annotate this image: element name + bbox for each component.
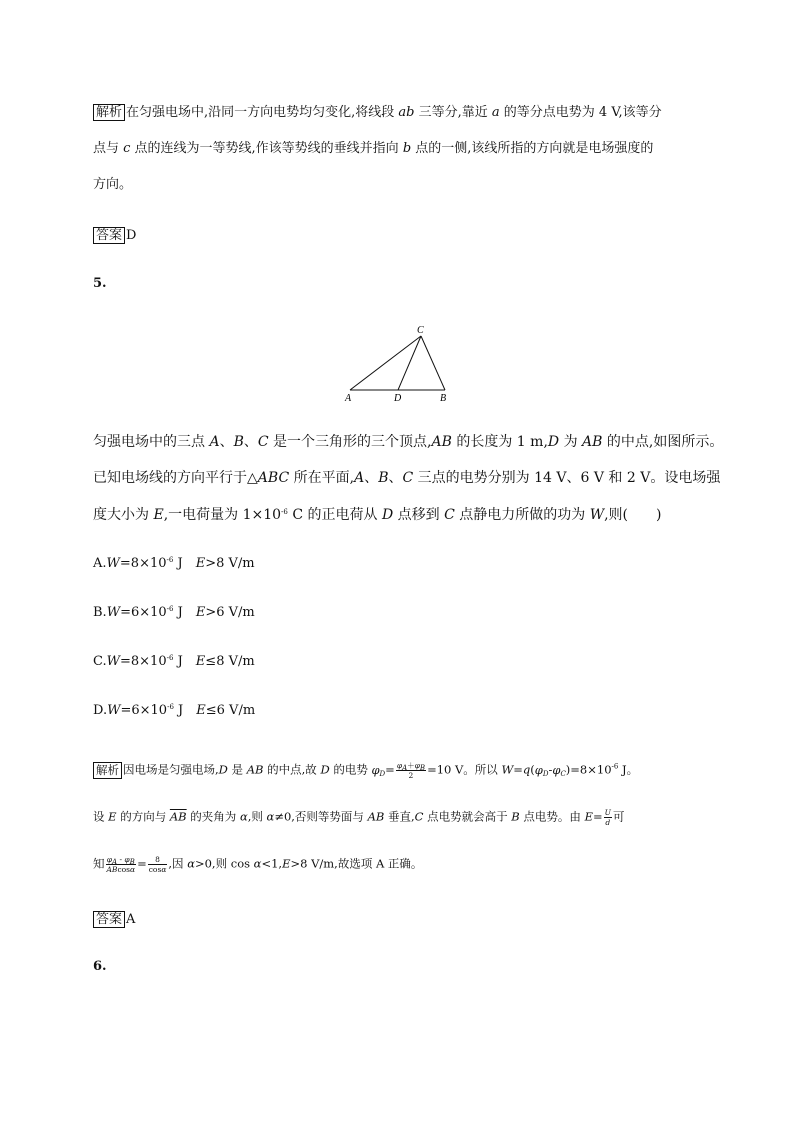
label-d: D (394, 393, 402, 404)
q5-analysis-line-3: 知 $\frac{\varphi_A - \varphi_B}{ABcos\alpha}$ = $\frac{8}{\cos\alpha}$ ,因 α>0,则 cos α<1,E>8 V/m,故选项 A 正确。 (93, 855, 423, 874)
prev-analysis-line-3: 方向。 (93, 177, 133, 192)
q5-stem-line-3: 度大小为 E,一电荷量为 $1\times 10^{-6}$ C 的正电荷从 D 点移到 C 点静电力所做的功为 W,则( ) (93, 507, 662, 523)
option-a[interactable]: $A.W=8\times 10^{-6}$ J E>8 V/m (93, 556, 255, 571)
answer-value: D (126, 228, 137, 243)
answer-tag: 答案 (93, 911, 125, 928)
label-c: C (417, 325, 424, 336)
analysis-tag: 解析 (93, 104, 125, 121)
edge-ac (350, 336, 421, 390)
option-d[interactable]: $D.W=6\times 10^{-6}$ J E≤6 V/m (93, 703, 256, 718)
option-c[interactable]: $C.W=8\times 10^{-6}$ J E≤8 V/m (93, 654, 255, 669)
question-number-6: 6. (93, 959, 107, 974)
label-a: A (345, 393, 352, 404)
segment-cd (398, 336, 421, 390)
analysis-tag: 解析 (93, 762, 122, 779)
q5-stem-line-1: 匀强电场中的三点 A、B、C 是一个三角形的三个顶点,AB 的长度为 1 m,D 为 AB 的中点,如图所示。 (93, 434, 724, 450)
fraction-u-d: $\frac{U}{d}$ (604, 808, 611, 827)
prev-analysis-line-1: 解析 在匀强电场中,沿同一方向电势均匀变化,将线段 ab 三等分,靠近 a 的等分点电势为 4 V,该等分 (93, 104, 662, 121)
fraction-8-cos: $\frac{8}{\cos\alpha}$ (148, 855, 167, 874)
triangle-figure (340, 322, 460, 404)
prev-answer (93, 227, 136, 244)
edge-cb (421, 336, 445, 390)
answer-value: A (126, 912, 136, 927)
q5-analysis-line-2: 设 E 的方向与 $\overline{AB}$ 的夹角为 α,则 α≠0,否则等势面与 AB 垂直,C 点电势就会高于 B 点电势。由 E= $\frac{U}{d}$ 可 (93, 808, 625, 827)
q5-stem-line-2: 已知电场线的方向平行于△ABC 所在平面,A、B、C 三点的电势分别为 14 V、6 V 和 2 V。设电场强 (93, 470, 721, 486)
q5-answer (93, 911, 135, 928)
prev-analysis-line-2: 点与 c 点的连线为一等势线,作该等势线的垂线并指向 b 点的一侧,该线所指的方向就是电场强度的 (93, 141, 654, 156)
question-number-5: 5. (93, 276, 107, 291)
label-b: B (440, 393, 447, 404)
option-b[interactable]: $B.W=6\times 10^{-6}$ J E>6 V/m (93, 605, 255, 620)
answer-tag: 答案 (93, 227, 125, 244)
fraction-phi-diff: $\frac{\varphi_A - \varphi_B}{ABcos\alpha}$ (106, 855, 136, 874)
fraction-phi-avg: $\frac{\varphi_A+\varphi_B}{2}$ (396, 761, 426, 780)
q5-analysis-line-1: 解析 因电场是匀强电场,D 是 AB 的中点,故 D 的电势 $\varphi_D=$ $\frac{\varphi_A+\varphi_B}{2}$ =10 V。所以 $W=q(\varphi_D-\varphi_C)=8\times 10^{-6}$ J。 (93, 761, 638, 780)
